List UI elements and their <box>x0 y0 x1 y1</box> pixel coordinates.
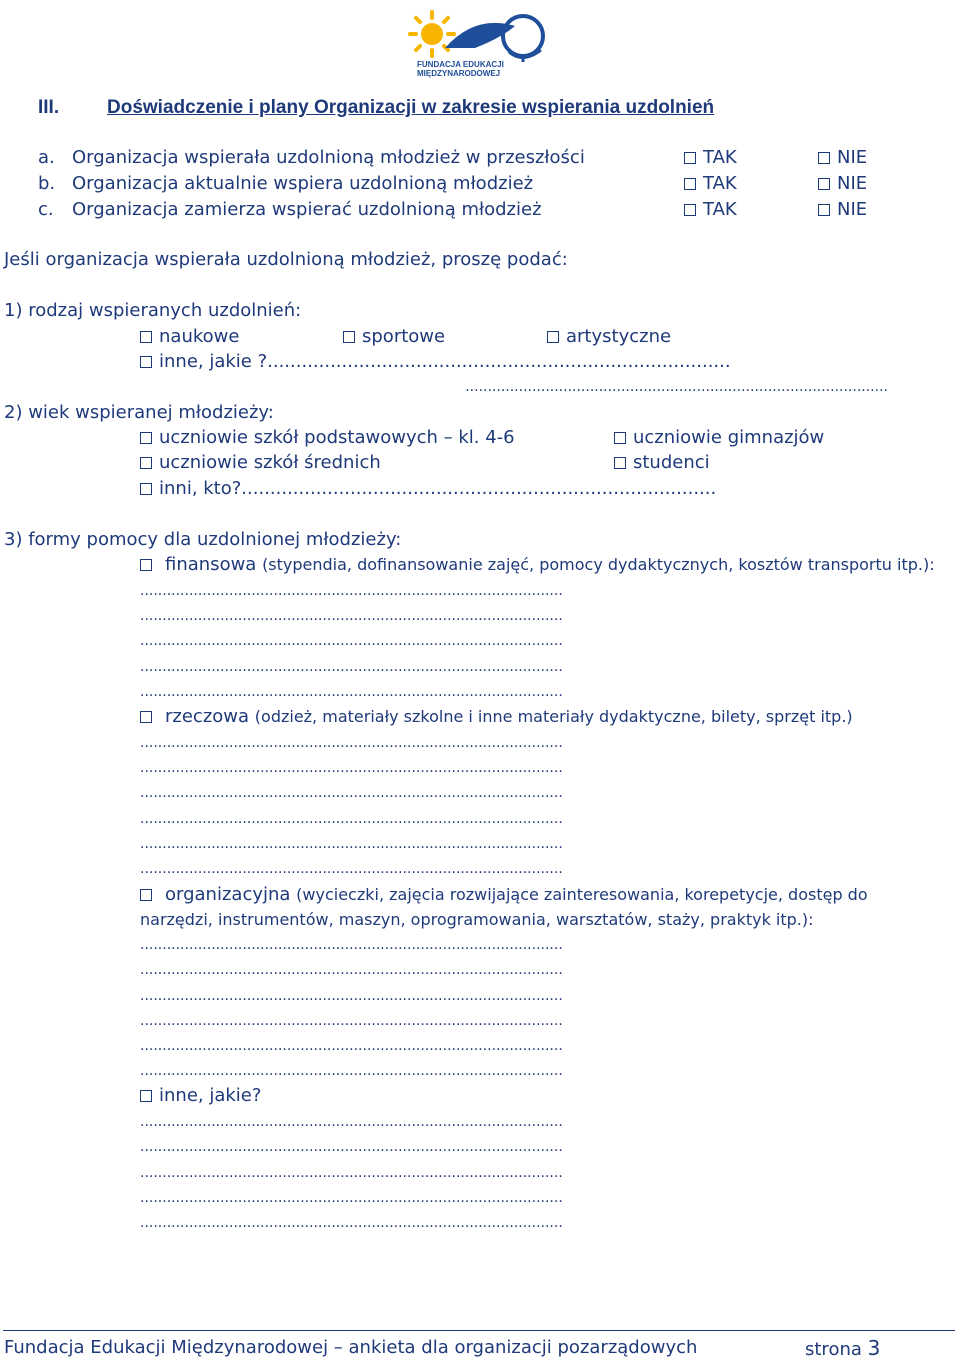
no-label: NIE <box>837 199 868 220</box>
q2-option-other[interactable] <box>140 478 885 500</box>
answer-line[interactable]: ............................................................................................... <box>140 1190 563 1206</box>
question-b-letter: b. <box>38 173 56 194</box>
answer-line[interactable]: ............................................................................................... <box>140 937 563 953</box>
question-c-letter: c. <box>38 199 54 220</box>
answer-line[interactable]: ............................................................................................... <box>140 1013 563 1029</box>
q1-option-sportowe[interactable] <box>343 326 445 348</box>
q1-option-other[interactable] <box>140 351 731 373</box>
footer-page <box>805 1337 880 1361</box>
answer-line[interactable]: ............................................................................................... <box>140 583 563 599</box>
intro-text: Jeśli organizacja wspierała uzdolnioną młodzież, proszę podać: <box>4 249 568 270</box>
answer-line[interactable]: ............................................................................................... <box>140 1038 563 1054</box>
checkbox-icon[interactable] <box>140 889 152 901</box>
question-c-no[interactable] <box>818 199 867 221</box>
logo-text-line1: FUNDACJA EDUKACJI <box>417 60 504 69</box>
option-description: (odzież, materiały szkolne i inne materiały dydaktyczne, bilety, sprzęt itp.) <box>254 707 853 726</box>
checkbox-icon[interactable] <box>614 457 626 469</box>
answer-line[interactable]: ............................................................................................... <box>140 988 563 1004</box>
option-label: inni, kto?................................................................................... <box>159 478 717 499</box>
answer-line[interactable]: ............................................................................................... <box>140 659 563 675</box>
answer-line[interactable]: ............................................................................................... <box>140 1165 563 1181</box>
foundation-logo <box>405 4 555 80</box>
answer-line[interactable]: ............................................................................................... <box>140 836 563 852</box>
question-a-yes[interactable] <box>684 147 737 169</box>
q1-option-naukowe[interactable] <box>140 326 239 348</box>
question-a-text: Organizacja wspierała uzdolnioną młodzież w przeszłości <box>72 147 585 168</box>
q2-option-gimnazjum[interactable] <box>614 427 824 449</box>
option-label: studenci <box>633 452 710 473</box>
checkbox-icon[interactable] <box>614 432 626 444</box>
footer-divider <box>3 1330 955 1331</box>
answer-line[interactable]: ............................................................................................... <box>140 684 563 700</box>
answer-line[interactable]: ............................................................................................... <box>140 760 563 776</box>
checkbox-icon[interactable] <box>684 204 696 216</box>
checkbox-icon[interactable] <box>140 483 152 495</box>
checkbox-icon[interactable] <box>818 152 830 164</box>
checkbox-icon[interactable] <box>140 1090 152 1102</box>
answer-line[interactable]: ............................................................................................... <box>140 608 563 624</box>
q1-answer-line[interactable]: ............................................................................................... <box>465 379 888 395</box>
checkbox-icon[interactable] <box>140 432 152 444</box>
logo-text-line2: MIĘDZYNARODOWEJ <box>417 69 501 78</box>
answer-line[interactable]: ............................................................................................... <box>140 1139 563 1155</box>
question-c-text: Organizacja zamierza wspierać uzdolnioną młodzież <box>72 199 542 220</box>
answer-line[interactable]: ............................................................................................... <box>140 962 563 978</box>
q2-option-students[interactable] <box>614 452 710 474</box>
checkbox-icon[interactable] <box>684 178 696 190</box>
yes-label: TAK <box>703 173 737 194</box>
q2-label: 2) wiek wspieranej młodzieży: <box>4 402 274 423</box>
option-label: naukowe <box>159 326 240 347</box>
q2-option-secondary[interactable] <box>140 452 381 474</box>
option-label: finansowa <box>165 554 257 575</box>
q3-option-rzeczowa[interactable] <box>140 706 853 728</box>
checkbox-icon[interactable] <box>140 356 152 368</box>
answer-line[interactable]: ............................................................................................... <box>140 785 563 801</box>
checkbox-icon[interactable] <box>140 711 152 723</box>
logo-graphic <box>405 4 555 80</box>
answer-line[interactable]: ............................................................................................... <box>140 1114 563 1130</box>
answer-line[interactable]: ............................................................................................... <box>140 1063 563 1079</box>
question-c-yes[interactable] <box>684 199 737 221</box>
option-label: artystyczne <box>566 326 672 347</box>
answer-line[interactable]: ............................................................................................... <box>140 1215 563 1231</box>
option-label: uczniowie szkół średnich <box>159 452 381 473</box>
option-label: inne, jakie? <box>159 1085 262 1106</box>
option-label: rzeczowa <box>165 706 250 727</box>
checkbox-icon[interactable] <box>140 457 152 469</box>
q1-label: 1) rodzaj wspieranych uzdolnień: <box>4 300 302 321</box>
no-label: NIE <box>837 173 868 194</box>
option-label: sportowe <box>362 326 446 347</box>
yes-label: TAK <box>703 199 737 220</box>
checkbox-icon[interactable] <box>343 331 355 343</box>
checkbox-icon[interactable] <box>684 152 696 164</box>
question-a-letter: a. <box>38 147 55 168</box>
q3-organizacyjna-desc-cont: narzędzi, instrumentów, maszyn, oprogramowania, warsztatów, staży, praktyk itp.): <box>140 910 814 929</box>
option-label: uczniowie szkół podstawowych – kl. 4-6 <box>159 427 515 448</box>
checkbox-icon[interactable] <box>140 331 152 343</box>
checkbox-icon[interactable] <box>140 559 152 571</box>
yes-label: TAK <box>703 147 737 168</box>
question-b-text: Organizacja aktualnie wspiera uzdolnioną młodzież <box>72 173 534 194</box>
option-description: (stypendia, dofinansowanie zajęć, pomocy dydaktycznych, kosztów transportu itp.): <box>262 555 935 574</box>
q1-option-artystyczne[interactable] <box>547 326 671 348</box>
checkbox-icon[interactable] <box>547 331 559 343</box>
question-b-no[interactable] <box>818 173 867 195</box>
option-label: uczniowie gimnazjów <box>633 427 825 448</box>
page-number: 3 <box>867 1336 881 1360</box>
section-number: III. <box>38 97 60 118</box>
section-title: Doświadczenie i plany Organizacji w zakresie wspierania uzdolnień <box>107 97 715 118</box>
footer-text: Fundacja Edukacji Międzynarodowej – ankieta dla organizacji pozarządowych <box>4 1337 698 1358</box>
q3-option-organizacyjna[interactable] <box>140 884 868 906</box>
answer-line[interactable]: ............................................................................................... <box>140 861 563 877</box>
option-label: organizacyjna <box>165 884 291 905</box>
no-label: NIE <box>837 147 868 168</box>
answer-line[interactable]: ............................................................................................... <box>140 735 563 751</box>
q3-option-finansowa[interactable] <box>140 554 935 576</box>
option-label: inne, jakie ?................................................................................. <box>159 351 731 372</box>
q3-option-other[interactable] <box>140 1085 261 1107</box>
question-a-no[interactable] <box>818 147 867 169</box>
option-description: (wycieczki, zajęcia rozwijające zainteresowania, korepetycje, dostęp do <box>296 885 868 904</box>
q3-label: 3) formy pomocy dla uzdolnionej młodzieży: <box>4 529 402 550</box>
q2-option-primary[interactable] <box>140 427 515 449</box>
page-label: strona <box>805 1339 862 1360</box>
answer-line[interactable]: ............................................................................................... <box>140 811 563 827</box>
answer-line[interactable]: ............................................................................................... <box>140 633 563 649</box>
checkbox-icon[interactable] <box>818 178 830 190</box>
checkbox-icon[interactable] <box>818 204 830 216</box>
question-b-yes[interactable] <box>684 173 737 195</box>
